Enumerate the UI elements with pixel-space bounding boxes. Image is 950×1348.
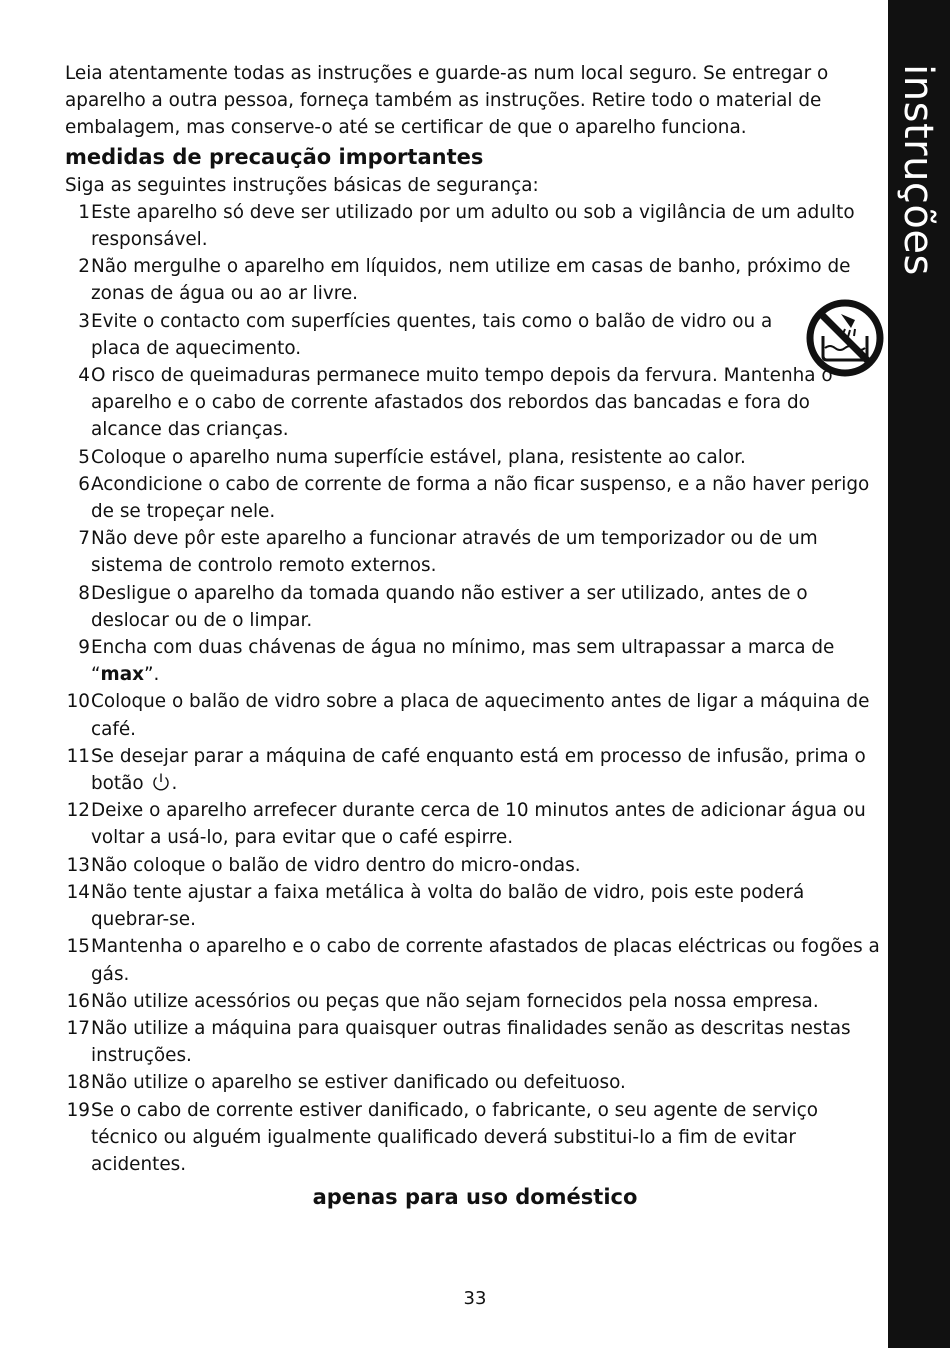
list-item	[65, 743, 883, 797]
intro-paragraph: Leia atentamente todas as instruções e guarde-as num local seguro. Se entregar o aparelho a outra pessoa, forneça também as instruções. Retire todo o material de embalagem, mas conserve-o até se certificar de que o aparelho funciona.	[65, 63, 829, 139]
item-text: Desligue o aparelho da tomada quando não estiver a ser utilizado, antes de o deslocar ou de o limpar.	[91, 582, 808, 631]
item-number: 15	[66, 936, 90, 958]
item-number: 8	[78, 582, 90, 604]
max-mark-label: max	[100, 664, 144, 686]
list-item	[65, 634, 883, 688]
item-text: Não tente ajustar a faixa metálica à volta do balão de vidro, pois este poderá quebrar-se.	[91, 881, 805, 931]
item-number: 14	[66, 881, 90, 903]
list-item	[65, 852, 883, 879]
item-text	[90, 743, 883, 797]
list-item	[65, 362, 883, 444]
domestic-use-note: apenas para uso doméstico	[312, 1185, 638, 1209]
item-text-part: Se desejar parar a máquina de café enquanto está em processo de infusão, prima o botão	[91, 745, 866, 795]
list-item	[65, 1015, 883, 1069]
list-item	[65, 471, 883, 525]
item-number: 19	[66, 1099, 90, 1121]
item-number: 12	[66, 800, 90, 822]
item-number: 1	[78, 201, 90, 223]
list-item	[65, 879, 883, 933]
item-text: Não utilize acessórios ou peças que não sejam fornecidos pela nossa empresa.	[91, 990, 819, 1012]
item-text: Coloque o balão de vidro sobre a placa de aquecimento antes de ligar a máquina de café.	[91, 691, 870, 740]
item-number: 16	[66, 990, 90, 1012]
item-number: 4	[78, 365, 90, 387]
item-number: 6	[78, 473, 90, 495]
list-item	[65, 1069, 883, 1096]
item-number: 18	[66, 1072, 90, 1094]
list-item	[65, 1097, 883, 1179]
item-text	[90, 634, 883, 688]
precaution-list	[65, 199, 883, 1178]
list-item	[65, 988, 883, 1015]
item-text-part: ”.	[143, 664, 160, 686]
item-text: Não deve pôr este aparelho a funcionar através de um temporizador ou de um sistema de controlo remoto externos.	[91, 528, 818, 577]
side-tab-label: instruções	[895, 64, 941, 276]
list-item	[65, 199, 883, 253]
item-text: Não utilize a máquina para quaisquer outras finalidades senão as descritas nestas instruções.	[91, 1017, 851, 1067]
item-text: Acondicione o cabo de corrente de forma a não ficar suspenso, e a não haver perigo de se tropeçar nele.	[91, 473, 870, 523]
item-number: 10	[66, 691, 90, 713]
list-item	[65, 580, 883, 634]
item-number: 13	[66, 854, 90, 876]
item-text: Evite o contacto com superfícies quentes, tais como o balão de vidro ou a placa de aquecimento.	[91, 310, 773, 359]
list-item	[65, 525, 883, 579]
item-text: Mantenha o aparelho e o cabo de corrente afastados de placas eléctricas ou fogões a gás.	[91, 936, 880, 985]
section-title: medidas de precaução importantes	[65, 144, 484, 169]
item-text: Se o cabo de corrente estiver danificado, o fabricante, o seu agente de serviço técnico ou alguém igualmente qualificado deverá substitui-lo a fim de evitar acidentes.	[91, 1099, 818, 1175]
item-number: 5	[78, 446, 90, 468]
item-number: 9	[78, 637, 90, 659]
item-number: 11	[66, 745, 90, 767]
item-text: Não utilize o aparelho se estiver danificado ou defeituoso.	[91, 1072, 626, 1094]
item-text: Coloque o aparelho numa superfície estável, plana, resistente ao calor.	[91, 446, 746, 468]
item-number: 3	[78, 310, 90, 332]
list-item	[65, 933, 883, 987]
instructions-content	[65, 60, 883, 1178]
list-item	[65, 253, 883, 307]
page-number: 33	[463, 1288, 487, 1309]
item-number: 7	[78, 528, 90, 550]
item-text: Não coloque o balão de vidro dentro do micro-ondas.	[91, 854, 581, 876]
list-item	[65, 688, 883, 742]
item-text: Não mergulhe o aparelho em líquidos, nem utilize em casas de banho, próximo de zonas de água ou ao ar livre.	[91, 256, 851, 305]
item-text: Este aparelho só deve ser utilizado por um adulto ou sob a vigilância de um adulto responsável.	[91, 201, 855, 251]
item-text: Deixe o aparelho arrefecer durante cerca de 10 minutos antes de adicionar água ou voltar a usá-lo, para evitar que o café espirre.	[91, 800, 866, 849]
item-text-part: Encha com duas chávenas de água no mínimo, mas sem ultrapassar a marca de “	[91, 637, 835, 686]
power-icon	[150, 772, 172, 792]
item-number: 17	[66, 1017, 90, 1039]
section-lead: Siga as seguintes instruções básicas de segurança:	[65, 174, 539, 196]
list-item	[65, 308, 883, 362]
list-item	[65, 444, 883, 471]
item-text-part: .	[171, 773, 178, 795]
item-text: O risco de queimaduras permanece muito tempo depois da fervura. Mantenha o aparelho e o cabo de corrente afastados dos rebordos das bancadas e fora do alcance das crianças.	[91, 365, 833, 441]
item-number: 2	[78, 256, 90, 278]
list-item	[65, 797, 883, 851]
